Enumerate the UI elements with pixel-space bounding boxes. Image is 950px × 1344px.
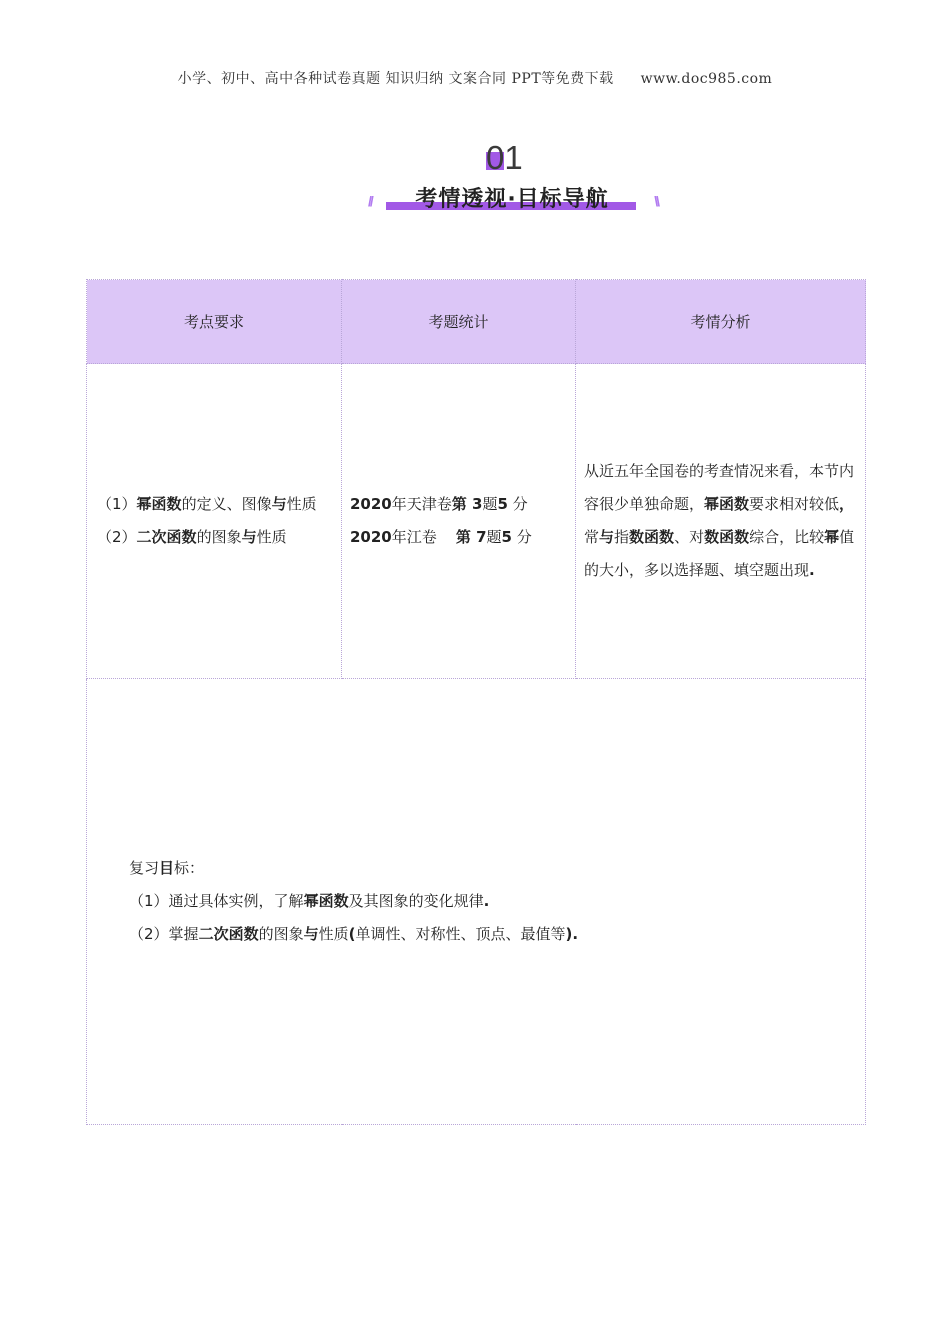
analysis-text: 从近五年全国卷的考查情况来看，本节内容很少单独命题，幂函数要求相对较低，常与指数函数、对数函数综合，比较幂值的大小，多以选择题、填空题出现. — [584, 462, 855, 579]
header-site: www.doc985.com — [640, 71, 773, 87]
review-goals — [87, 852, 865, 951]
goal-item-1: （1）通过具体实例，了解幂函数及其图象的变化规律. — [129, 892, 490, 910]
goals-cell — [87, 679, 866, 1125]
header-cell-analysis: 考情分析 — [576, 280, 866, 364]
header-cell-requirements: 考点要求 — [87, 280, 342, 364]
section-title: 考情透视·目标导航 — [415, 187, 609, 212]
section-number: 01 — [486, 139, 523, 176]
requirement-item-1: （1）幂函数的定义、图像与性质 — [97, 495, 317, 513]
requirement-item-2: （2）二次函数的图象与性质 — [97, 528, 287, 546]
header-cell-statistics: 考题统计 — [342, 280, 576, 364]
stat-line-1: 2020年天津卷第 3题5 分 — [350, 495, 528, 513]
left-slash-deco: // — [368, 193, 372, 209]
table-body-row — [87, 364, 866, 679]
goals-row — [87, 679, 866, 1125]
page-header — [0, 68, 950, 88]
goal-item-2: （2）掌握二次函数的图象与性质(单调性、对称性、顶点、最值等). — [129, 925, 579, 943]
header-text: 小学、初中、高中各种试卷真题 知识归纳 文案合同 PPT等免费下载 — [177, 71, 614, 87]
right-slash-deco: \\ — [654, 193, 658, 209]
requirements-cell — [87, 364, 342, 679]
table-header-row — [87, 280, 866, 364]
statistics-cell — [342, 364, 576, 679]
section-title-block — [368, 180, 658, 216]
stat-line-2: 2020年江卷 第 7题5 分 — [350, 528, 532, 546]
exam-analysis-table — [86, 279, 866, 1125]
goals-title: 复习目标： — [129, 859, 205, 877]
analysis-cell — [576, 364, 866, 679]
